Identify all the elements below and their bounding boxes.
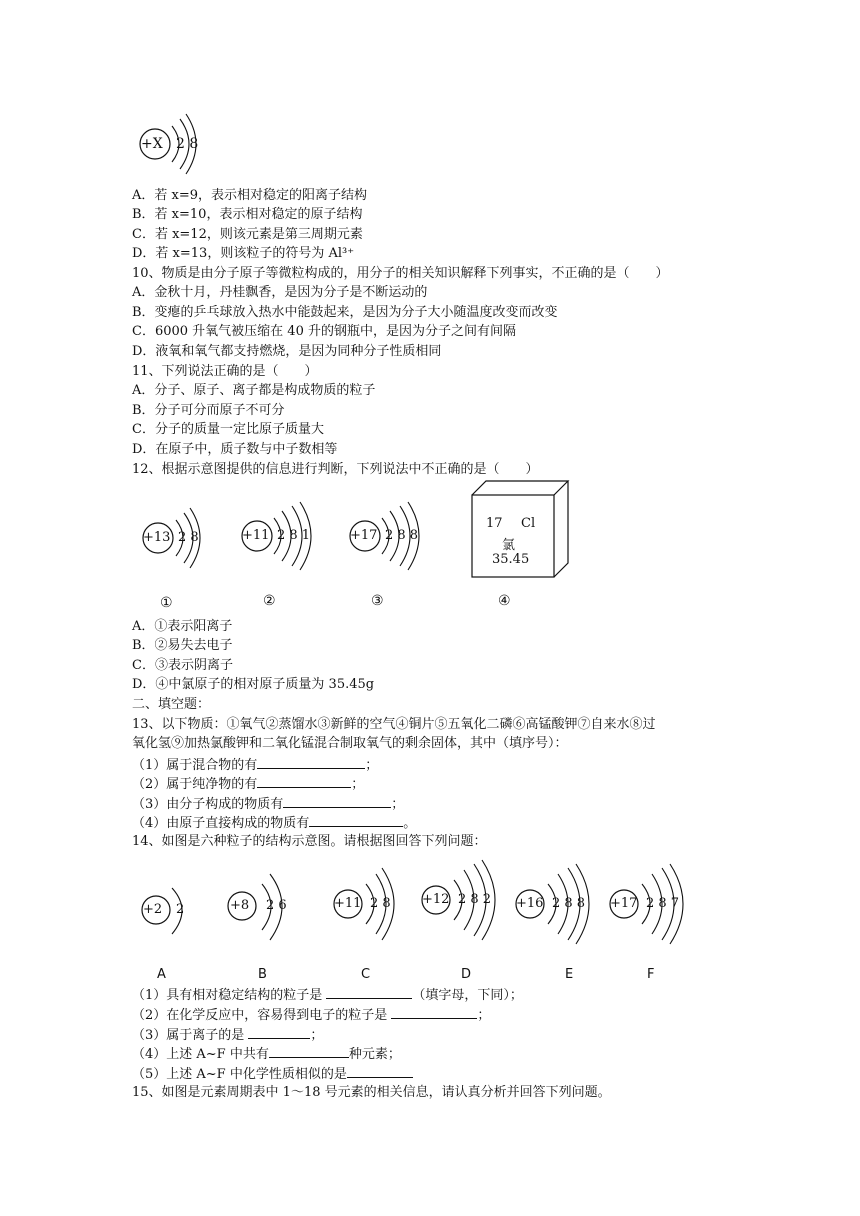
answer-blank[interactable] xyxy=(347,1064,413,1078)
answer-blank[interactable] xyxy=(257,755,365,769)
q10-option-a: A．金秋十月，丹桂飘香，是因为分子是不断运动的 xyxy=(132,285,428,300)
shell-electrons: 2 xyxy=(176,902,185,917)
shell-electrons: 2 8 xyxy=(370,896,391,911)
nucleus-label: +11 xyxy=(242,528,270,543)
nucleus-label: +X xyxy=(141,136,163,152)
q13-item: （3）由分子构成的物质有 ； xyxy=(132,794,404,814)
q11-option-b: B．分子可分而原子不可分 xyxy=(132,403,285,418)
q12-atom-2 xyxy=(240,498,340,582)
q13-item: （4）由原子直接构成的物质有 。 xyxy=(132,813,416,833)
shell-electrons: 2 8 1 xyxy=(277,528,311,543)
q12-option-b: B．②易失去电子 xyxy=(132,638,233,653)
shell-electrons: 2 8 7 xyxy=(646,896,680,911)
figure-label: ③ xyxy=(371,593,384,609)
figure-label: A xyxy=(157,967,166,982)
nucleus-label: +17 xyxy=(350,528,378,543)
atomic-mass: 35.45 xyxy=(492,552,530,567)
q14-atom-b xyxy=(226,868,306,952)
q9-option-c: C．若 x=12，则该元素是第三周期元素 xyxy=(132,227,363,242)
nucleus-label: +13 xyxy=(143,530,171,545)
q9-option-a: A．若 x=9，表示相对稳定的阳离子结构 xyxy=(132,188,368,203)
q14-atom-d xyxy=(420,862,510,946)
q14-atom-f xyxy=(608,866,698,950)
nucleus-label: +8 xyxy=(230,898,250,913)
q13-stem: 13、以下物质：①氧气②蒸馏水③新鲜的空气④铜片⑤五氧化二磷⑥高锰酸钾⑦自来水⑧过 xyxy=(132,717,656,732)
nucleus-label: +12 xyxy=(422,892,450,907)
q12-option-d: D．④中氯原子的相对原子质量为 35.45g xyxy=(132,677,375,692)
shell-electrons: 2 8 8 xyxy=(552,896,586,911)
answer-blank[interactable] xyxy=(283,794,391,808)
figure-label: C xyxy=(361,967,371,982)
figure-label: B xyxy=(258,967,267,982)
chlorine-element-cell xyxy=(472,481,568,577)
figure-label: ④ xyxy=(498,593,511,609)
figure-label: D xyxy=(461,967,472,982)
q13-stem: 氧化氢⑨加热氯酸钾和二氧化锰混合制取氧气的剩余固体，其中（填序号）： xyxy=(132,736,568,751)
shell-electrons: 2 8 8 xyxy=(385,528,419,543)
q11-stem: 11、下列说法正确的是（ ） xyxy=(132,364,318,379)
q14-atom-e xyxy=(514,866,604,950)
shell-electrons: 2 6 xyxy=(266,898,287,913)
answer-blank[interactable] xyxy=(248,1025,310,1039)
q12-stem: 12、根据示意图提供的信息进行判断，下列说法中不正确的是（ ） xyxy=(132,462,539,477)
answer-blank[interactable] xyxy=(269,1044,349,1058)
q13-item: （1）属于混合物的有 ； xyxy=(132,755,378,775)
answer-blank[interactable] xyxy=(257,774,351,788)
q14-item: （3）属于离子的是 ； xyxy=(132,1025,323,1045)
q14-item: （2）在化学反应中，容易得到电子的粒子是 ； xyxy=(132,1005,490,1025)
q9-option-d: D．若 x=13，则该粒子的符号为 Al³⁺ xyxy=(132,246,355,261)
q9-atom-diagram xyxy=(136,104,226,188)
figure-label: F xyxy=(647,967,655,982)
answer-blank[interactable] xyxy=(326,985,412,999)
q14-item: （4）上述 A~F 中共有 种元素； xyxy=(132,1044,401,1064)
q14-item: （5）上述 A~F 中化学性质相似的是 xyxy=(132,1064,413,1084)
nucleus-label: +11 xyxy=(334,896,362,911)
shell-electrons: 2 8 2 xyxy=(458,892,492,907)
q12-atom-3 xyxy=(348,498,448,582)
element-symbol: Cl xyxy=(521,516,536,531)
atomic-number: 17 xyxy=(486,516,503,531)
q10-option-d: D．液氧和氧气都支持燃烧，是因为同种分子性质相同 xyxy=(132,344,442,359)
q10-option-b: B．变瘪的乒乓球放入热水中能鼓起来，是因为分子大小随温度改变而改变 xyxy=(132,305,558,320)
shell-electrons: 2 8 xyxy=(178,530,199,545)
nucleus-label: +2 xyxy=(143,902,163,917)
q10-stem: 10、物质是由分子原子等微粒构成的，用分子的相关知识解释下列事实，不正确的是（ ） xyxy=(132,266,669,281)
q11-option-a: A．分子、原子、离子都是构成物质的粒子 xyxy=(132,383,376,398)
figure-label: ① xyxy=(160,595,173,611)
q12-option-c: C．③表示阴离子 xyxy=(132,658,233,673)
q12-atom-1 xyxy=(140,500,230,584)
nucleus-label: +17 xyxy=(610,896,638,911)
nucleus-label: +16 xyxy=(516,896,544,911)
q11-option-c: C．分子的质量一定比原子质量大 xyxy=(132,422,324,437)
section-heading: 二、填空题： xyxy=(132,697,211,712)
q9-option-b: B．若 x=10，表示相对稳定的原子结构 xyxy=(132,207,363,222)
q14-atom-a xyxy=(140,872,200,956)
q14-atom-c xyxy=(332,866,412,950)
q11-option-d: D．在原子中，质子数与中子数相等 xyxy=(132,442,338,457)
q13-item: （2）属于纯净物的有 ； xyxy=(132,774,364,794)
figure-label: ② xyxy=(263,593,276,609)
answer-blank[interactable] xyxy=(309,813,403,827)
q14-item: （1）具有相对稳定结构的粒子是 （填字母，下同）； xyxy=(132,985,523,1005)
q12-option-a: A．①表示阳离子 xyxy=(132,619,233,634)
q15-stem: 15、如图是元素周期表中 1～18 号元素的相关信息，请认真分析并回答下列问题。 xyxy=(132,1085,611,1100)
shell-electrons: 2 8 xyxy=(176,136,199,152)
answer-blank[interactable] xyxy=(391,1005,477,1019)
figure-label: E xyxy=(565,967,574,982)
element-name: 氯 xyxy=(502,538,516,553)
q10-option-c: C．6000 升氧气被压缩在 40 升的钢瓶中，是因为分子之间有间隔 xyxy=(132,324,516,339)
q14-stem: 14、如图是六种粒子的结构示意图。请根据图回答下列问题： xyxy=(132,834,487,849)
